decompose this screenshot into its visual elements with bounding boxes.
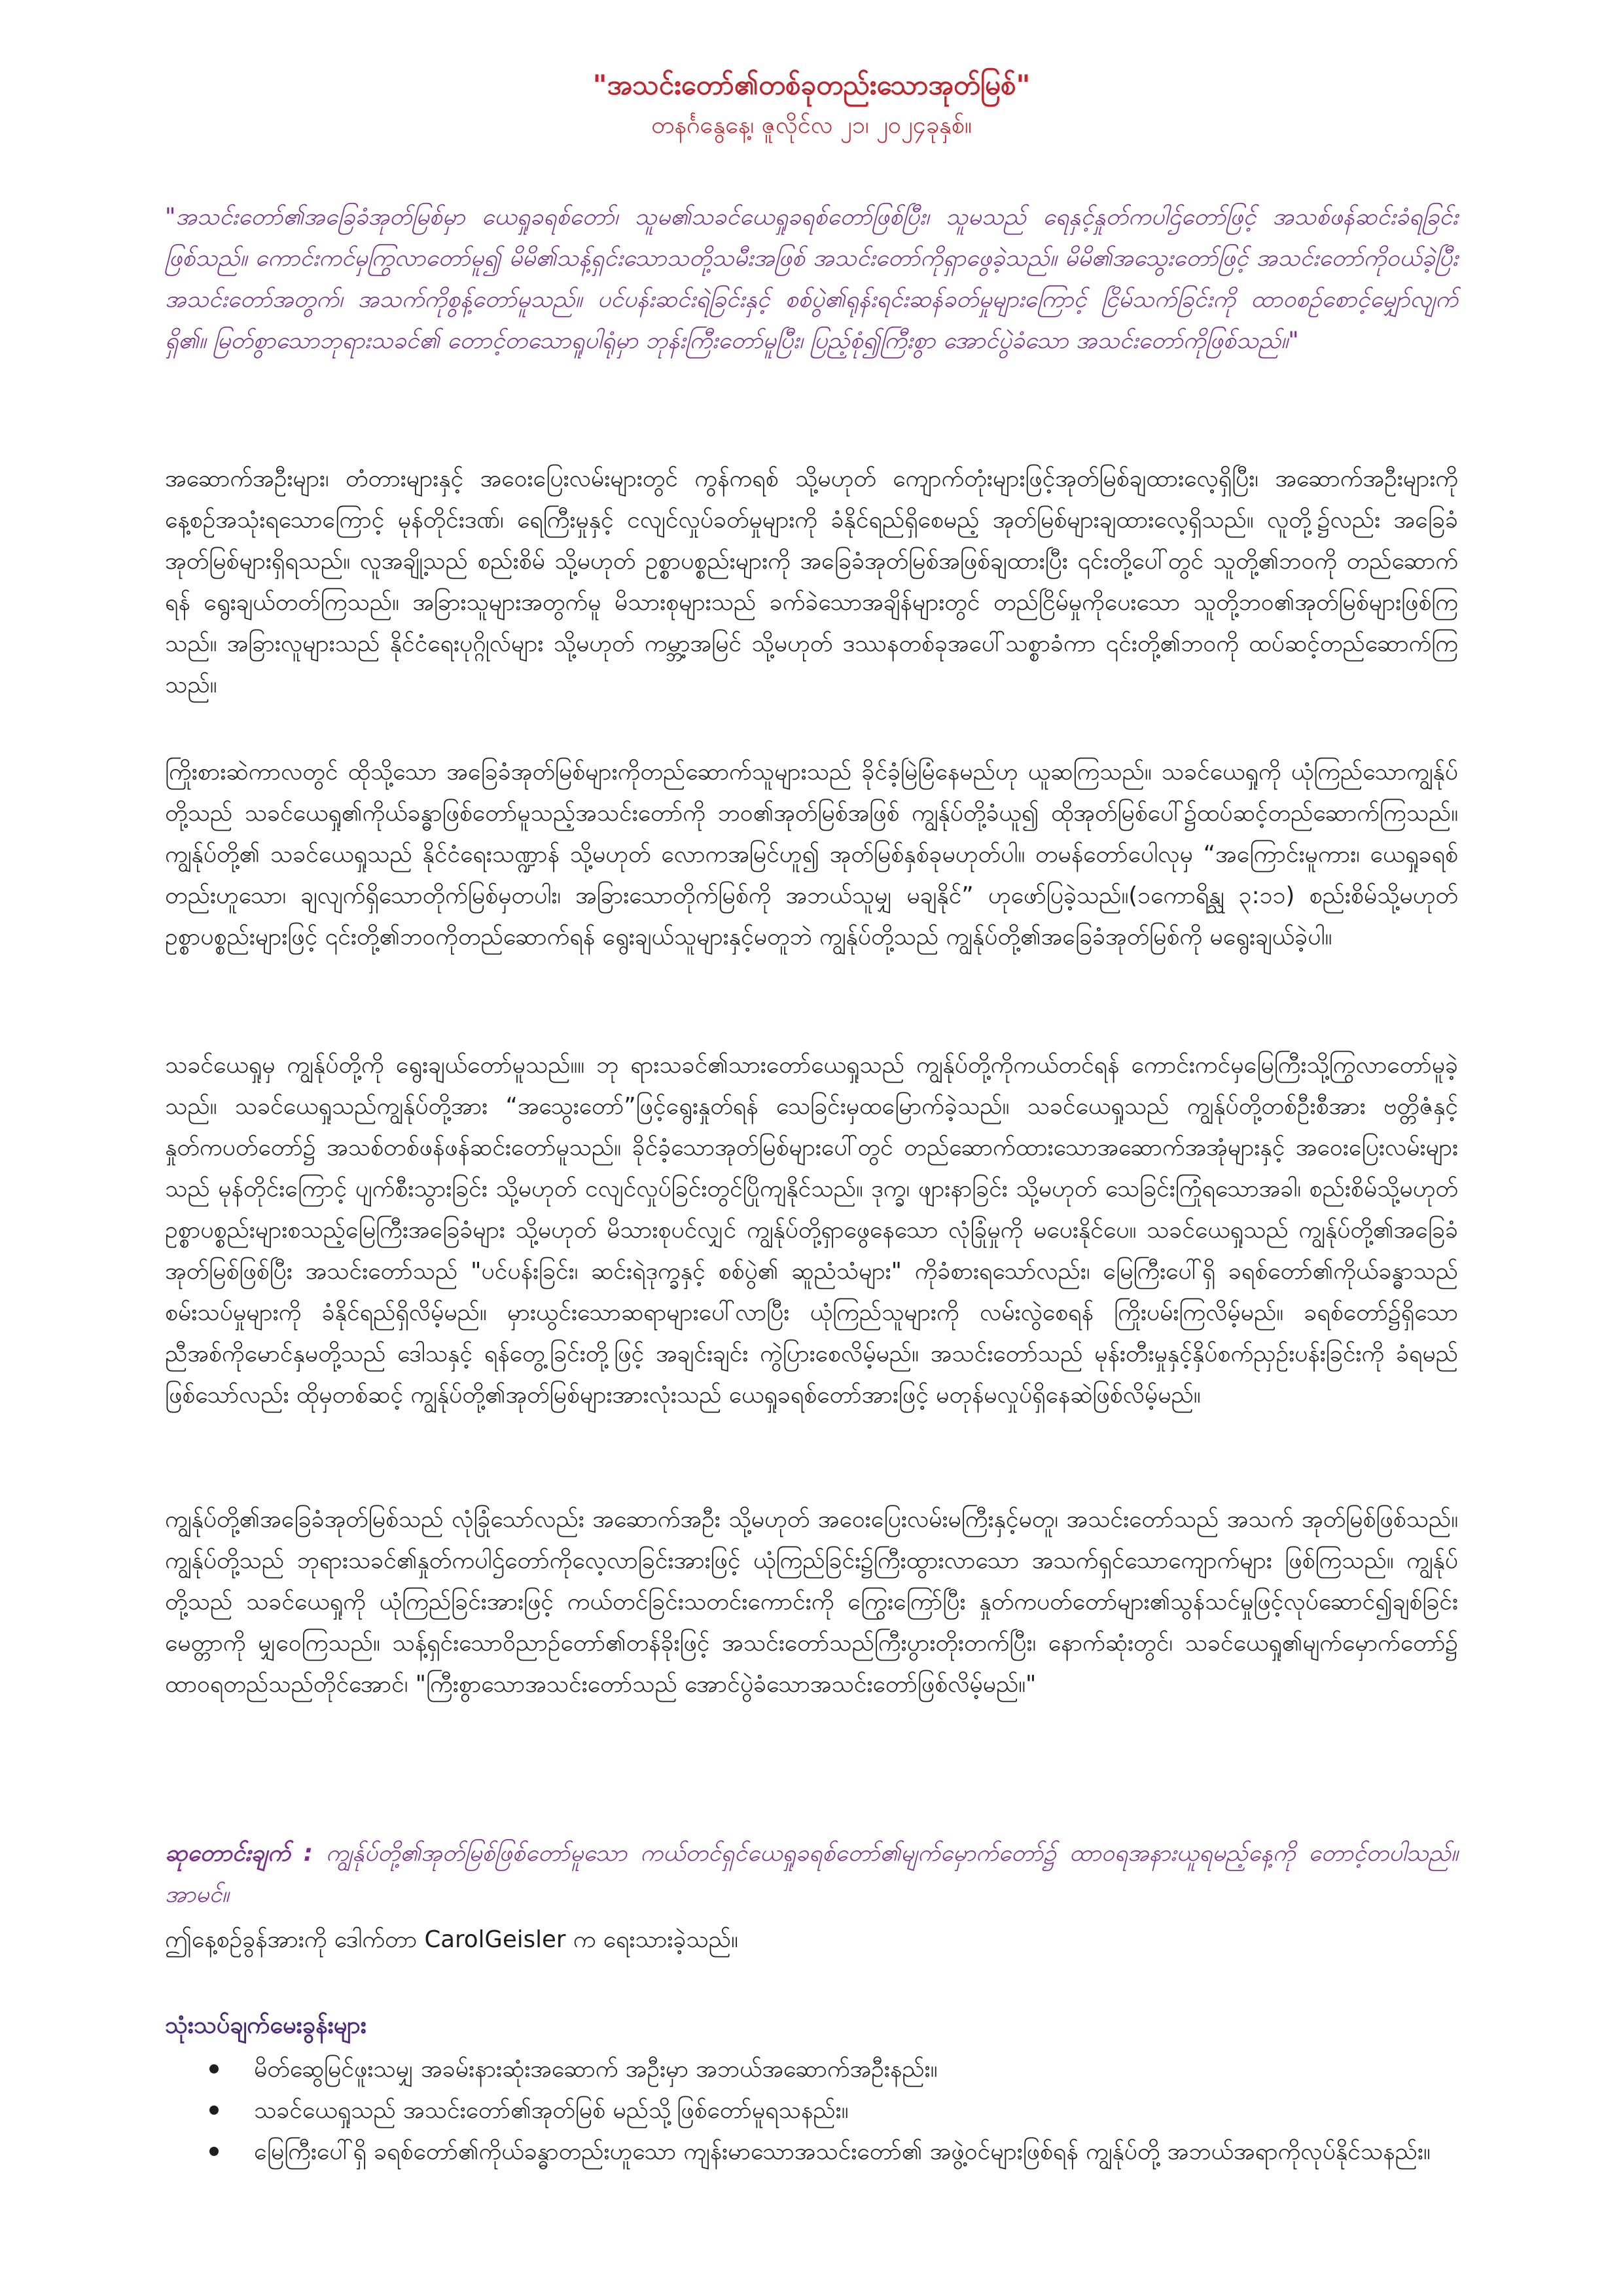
- questions-list: [165, 2049, 1458, 2172]
- bullet-icon: [209, 2147, 219, 2156]
- prayer-label: ဆုတောင်းချက်: [165, 1840, 291, 1867]
- author-line: ဤနေ့စဉ်ခွန်အားကို ဒေါက်တာ CarolGeisler က ရေးသားခဲ့သည်။: [165, 1926, 738, 1953]
- bullet-icon: [209, 2064, 219, 2073]
- body-paragraph-3: သခင်ယေရှုမှ ကျွန်ုပ်တို့ကို ရွေးချယ်တော်မူသည်။။ ဘု ရားသခင်၏သားတော်ယေရှုသည် ကျွန်ုပ်တို့ကိုကယ်တင်ရန် ကောင်းကင်မှမြေကြီးသို့ကြွလာတော်မူခဲ့သည်။ သခင်ယေရှုသည်ကျွန်ုပ်တို့အား “အသွေးတော်”ဖြင့်ရွေးနှုတ်ရန် သေခြင်းမှထမြောက်ခဲ့သည်။ သခင်ယေရှုသည် ကျွန်ုပ်တို့တစ်ဦးစီအား ဗတ္တိဇံနှင့်နှုတ်ကပတ်တော်၌ အသစ်တစ်ဖန်ဖန်ဆင်းတော်မူသည်။ ခိုင်ခံ့သောအုတ်မြစ်များပေါ်တွင် တည်ဆောက်ထားသောအဆောက်အအုံများနှင့် အဝေးပြေးလမ်းများသည် မုန်တိုင်းကြောင့် ပျက်စီးသွားခြင်း သို့မဟုတ် ငလျင်လှုပ်ခြင်းတွင်ပြိုကျနိုင်သည်။ ဒုက္ခ၊ ဖျားနာခြင်း သို့မဟုတ် သေခြင်းကြုံရသောအခါ၊ စည်းစိမ်သို့မဟုတ် ဥစ္စာပစ္စည်းများစသည့်မြေကြီးအခြေခံများ သို့မဟုတ် မိသားစုပင်လျှင် ကျွန်ုပ်တို့ရှာဖွေနေသော လုံခြုံမှုကို မပေးနိုင်ပေ။ သခင်ယေရှုသည် ကျွန်ုပ်တို့၏အခြေခံအုတ်မြစ်ဖြစ်ပြီး အသင်းတော်သည် "ပင်ပန်းခြင်း၊ ဆင်းရဲဒုက္ခနှင့် စစ်ပွဲ၏ ဆူညံသံများ" ကိုခံစားရသော်လည်း၊ မြေကြီးပေါ်ရှိ ခရစ်တော်၏ကိုယ်ခန္ဓာသည် စမ်းသပ်မှုများကို ခံနိုင်ရည်ရှိလိမ့်မည်။ မှားယွင်းသောဆရာများပေါ်လာပြီး ယုံကြည်သူများကို လမ်းလွဲစေရန် ကြိုးပမ်းကြလိမ့်မည်။ ခရစ်တော်၌ရှိသော ညီအစ်ကိုမောင်နှမတို့သည် ဒေါသနှင့် ရန်တွေ့ခြင်းတို့ဖြင့် အချင်းချင်း ကွဲပြားစေလိမ့်မည်။ အသင်းတော်သည် မုန်းတီးမှုနှင့်နှိပ်စက်ညှဉ်းပန်းခြင်းကို ခံရမည်ဖြစ်သော်လည်း ထိုမှတစ်ဆင့် ကျွန်ုပ်တို့၏အုတ်မြစ်များအားလုံးသည် ယေရှုခရစ်တော်အားဖြင့် မတုန်မလှုပ်ရှိနေဆဲဖြစ်လိမ့်မည်။: [165, 1052, 1458, 1408]
- page-title: "အသင်းတော်၏တစ်ခုတည်းသောအုတ်မြစ်": [592, 69, 1031, 101]
- question-text: မြေကြီးပေါ်ရှိ ခရစ်တော်၏ကိုယ်ခန္ဓာတည်းဟူသော ကျန်းမာသောအသင်းတော်၏ အဖွဲ့ဝင်များဖြစ်ရန် ကျွန်ုပ်တို့ အဘယ်အရာကိုလုပ်နိုင်သနည်း။: [254, 2138, 1431, 2165]
- question-text: မိတ်ဆွေမြင်ဖူးသမျှ အခမ်းနားဆုံးအဆောက် အဦးမှာ အဘယ်အဆောက်အဦးနည်း။: [254, 2056, 938, 2083]
- page-date: တနင်္ဂနွေနေ့၊ ဇူလိုင်လ ၂၁၊ ၂၀၂၄ခုနှစ်။: [651, 112, 972, 139]
- prayer-text: ကျွန်ုပ်တို့၏အုတ်မြစ်ဖြစ်တော်မူသော ကယ်တင်ရှင်ယေရှုခရစ်တော်၏မျက်မှောက်တော်၌ ထာဝရအနားယူရမည့်နေ့ကို တောင့်တပါသည်။ အာမင်။: [165, 1840, 1458, 1908]
- list-item: [165, 2049, 1458, 2090]
- questions-heading: သုံးသပ်ချက်မေးခွန်းများ: [165, 2012, 366, 2039]
- body-paragraph-1: အဆောက်အဦးများ၊ တံတားများနှင့် အဝေးပြေးလမ်းများတွင် ကွန်ကရစ် သို့မဟုတ် ကျောက်တုံးများဖြင့်အုတ်မြစ်ချထားလေ့ရှိပြီး၊ အဆောက်အဦးများကို နေ့စဉ်အသုံးရသောကြောင့် မုန်တိုင်းဒဏ်၊ ရေကြီးမှုနှင့် ငလျင်လှုပ်ခတ်မှုများကို ခံနိုင်ရည်ရှိစေမည့် အုတ်မြစ်များချထားလေ့ရှိသည်။ လူတို့၌လည်း အခြေခံအုတ်မြစ်များရှိရသည်။ လူအချို့သည် စည်းစိမ် သို့မဟုတ် ဥစ္စာပစ္စည်းများကို အခြေခံအုတ်မြစ်အဖြစ်ချထားပြီး ၎င်းတို့ပေါ်တွင် သူတို့၏ဘဝကို တည်ဆောက်ရန် ရွေးချယ်တတ်ကြသည်။ အခြားသူများအတွက်မူ မိသားစုများသည် ခက်ခဲသောအချိန်များတွင် တည်ငြိမ်မှုကိုပေးသော သူတို့ဘဝ၏အုတ်မြစ်များဖြစ်ကြသည်။ အခြားလူများသည် နိုင်ငံရေးပုဂ္ဂိုလ်များ သို့မဟုတ် ကမ္ဘာ့အမြင် သို့မဟုတ် ဒဿနတစ်ခုအပေါ်သစ္စာခံကာ ၎င်းတို့၏ဘဝကို ထပ်ဆင့်တည်ဆောက်ကြသည်။: [165, 465, 1458, 698]
- intro-quote: "အသင်းတော်၏အခြေခံအုတ်မြစ်မှာ ယေရှုခရစ်တော်၊ သူမ၏သခင်ယေရှုခရစ်တော်ဖြစ်ပြီး၊ သူမသည် ရေနှင့်နှုတ်ကပါဌ်တော်ဖြင့် အသစ်ဖန်ဆင်းခံရခြင်းဖြစ်သည်။ ကောင်းကင်မှကြွလာတော်မူ၍ မိမိ၏သန့်ရှင်းသောသတို့သမီးအဖြစ် အသင်းတော်ကိုရှာဖွေခဲ့သည်။ မိမိ၏အသွေးတော်ဖြင့် အသင်းတော်ကိုဝယ်ခဲ့ပြီး အသင်းတော်အတွက်၊ အသက်ကိုစွန့်တော်မူသည်။ ပင်ပန်းဆင်းရဲခြင်းနှင့် စစ်ပွဲ၏ရုန်းရင်းဆန်ခတ်မှုများကြောင့် ငြိမ်သက်ခြင်းကို ထာဝစဉ်စောင့်မျှော်လျက်ရှိ၏။ မြတ်စွာသောဘုရားသခင်၏ တောင့်တသောရူပါရုံမှာ ဘုန်းကြီးတော်မူပြီး၊ ပြည့်စုံ၍ကြီးစွာ အောင်ပွဲခံသော အသင်းတော်ကိုဖြစ်သည်။": [165, 204, 1458, 354]
- prayer: [165, 1833, 1458, 1915]
- body-paragraph-4: ကျွန်ုပ်တို့၏အခြေခံအုတ်မြစ်သည် လုံခြုံသော်လည်း အဆောက်အဦး သို့မဟုတ် အဝေးပြေးလမ်းမကြီးနှင့်မတူ၊ အသင်းတော်သည် အသက် အုတ်မြစ်ဖြစ်သည်။ ကျွန်ုပ်တို့သည် ဘုရားသခင်၏နှုတ်ကပါဌ်တော်ကိုလေ့လာခြင်းအားဖြင့် ယုံကြည်ခြင်း၌ကြီးထွားလာသော အသက်ရှင်သောကျောက်များ ဖြစ်ကြသည်။ ကျွန်ုပ်တို့သည် သခင်ယေရှုကို ယုံကြည်ခြင်းအားဖြင့် ကယ်တင်ခြင်းသတင်းကောင်းကို ကြွေးကြော်ပြီး နှုတ်ကပတ်တော်များ၏သွန်သင်မှုဖြင့်လုပ်ဆောင်၍ချစ်ခြင်းမေတ္တာကို မျှဝေကြသည်။ သန့်ရှင်းသောဝိညာဉ်တော်၏တန်ခိုးဖြင့် အသင်းတော်သည်ကြီးပွားတိုးတက်ပြီး၊ နောက်ဆုံးတွင်၊ သခင်ယေရှု၏မျက်မှောက်တော်၌ ထာဝရတည်သည်တိုင်အောင်၊ "ကြီးစွာသောအသင်းတော်သည် အောင်ပွဲခံသောအသင်းတော်ဖြစ်လိမ့်မည်။": [165, 1506, 1458, 1698]
- list-item: [165, 2090, 1458, 2131]
- question-text: သခင်ယေရှုသည် အသင်းတော်၏အုတ်မြစ် မည်သို့ဖြစ်တော်မူရသနည်း။: [254, 2097, 849, 2124]
- prayer-separator: :: [303, 1840, 313, 1867]
- list-item: [165, 2131, 1458, 2172]
- body-paragraph-2: ကြိုးစားဆဲကာလတွင် ထိုသို့သော အခြေခံအုတ်မြစ်များကိုတည်ဆောက်သူများသည် ခိုင်ခံ့မြဲမြံနေမည်ဟု ယူဆကြသည်။ သခင်ယေရှုကို ယုံကြည်သောကျွန်ုပ်တို့သည် သခင်ယေရှု၏ကိုယ်ခန္ဓာဖြစ်တော်မူသည့်အသင်းတော်ကို ဘဝ၏အုတ်မြစ်အဖြစ် ကျွန်ုပ်တို့ခံယူ၍ ထိုအုတ်မြစ်ပေါ်၌ထပ်ဆင့်တည်ဆောက်ကြသည်။ ကျွန်ုပ်တို့၏ သခင်ယေရှုသည် နိုင်ငံရေးသဏ္ဍာန် သို့မဟုတ် လောကအမြင်ဟူ၍ အုတ်မြစ်နှစ်ခုမဟုတ်ပါ။ တမန်တော်ပေါလုမှ “အကြောင်းမူကား၊ ယေရှုခရစ်တည်းဟူသော၊ ချလျက်ရှိသောတိုက်မြစ်မှတပါး၊ အခြားသောတိုက်မြစ်ကို အဘယ်သူမျှ မချနိုင်” ဟုဖော်ပြခဲ့သည်။(၁ကောရိန္သု ၃:၁၁) စည်းစိမ်သို့မဟုတ် ဥစ္စာပစ္စည်းများဖြင့် ၎င်းတို့၏ဘဝကိုတည်ဆောက်ရန် ရွေးချယ်သူများနှင့်မတူဘဲ ကျွန်ုပ်တို့သည် ကျွန်ုပ်တို့၏အခြေခံအုတ်မြစ်ကို မရွေးချယ်ခဲ့ပါ။: [165, 759, 1458, 950]
- bullet-icon: [209, 2106, 219, 2115]
